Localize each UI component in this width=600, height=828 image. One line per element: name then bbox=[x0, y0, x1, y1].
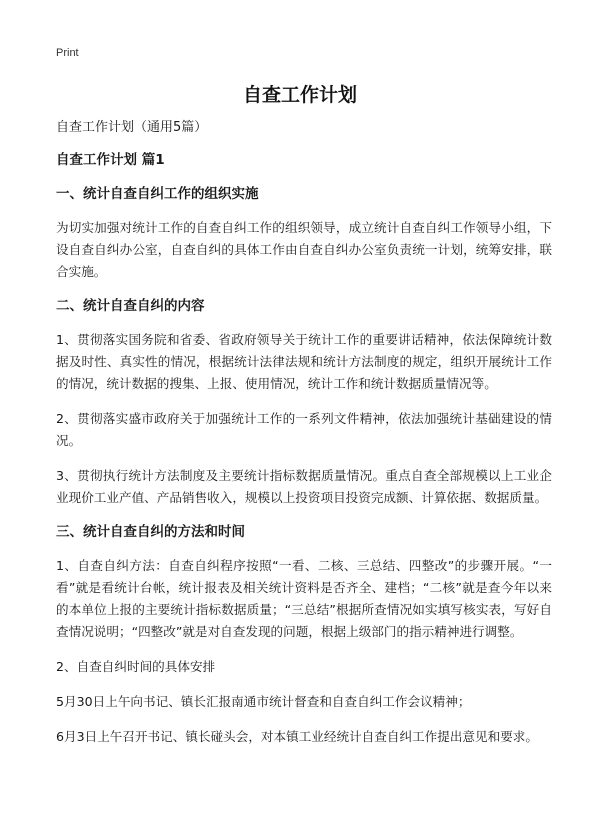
section-organization bbox=[56, 184, 552, 283]
document-body bbox=[56, 118, 552, 761]
paragraph: 5月30日上午向书记、镇长汇报南通市统计督查和自查自纠工作会议精神； bbox=[56, 694, 471, 709]
print-link[interactable]: Print bbox=[56, 47, 79, 59]
section-heading: 二、统计自查自纠的内容 bbox=[56, 298, 205, 314]
paragraph: 3、贯彻执行统计方法制度及主要统计指标数据质量情况。重点自查全部规模以上工业企业现价工业产值、产品销售收入，规模以上投资项目投资完成额、计算依据、数据质量。 bbox=[56, 468, 552, 505]
section-method-time bbox=[56, 522, 552, 748]
section-heading: 一、统计自查自纠工作的组织实施 bbox=[56, 186, 259, 202]
document-subtitle: 自查工作计划（通用5篇） bbox=[56, 120, 208, 135]
paragraph: 1、贯彻落实国务院和省委、省政府领导关于统计工作的重要讲话精神，依法保障统计数据及时性、真实性的情况，根据统计法律法规和统计方法制度的规定，组织开展统计工作的情况，统计数据的搜集、上报、使用情况，统计工作和统计数据质量情况等。 bbox=[56, 332, 552, 391]
paragraph: 6月3日上午召开书记、镇长碰头会，对本镇工业经统计自查自纠工作提出意见和要求。 bbox=[56, 729, 538, 744]
section-content bbox=[56, 296, 552, 509]
paragraph: 2、自查自纠时间的具体安排 bbox=[56, 659, 216, 674]
article-title: 自查工作计划 篇1 bbox=[56, 152, 165, 168]
paragraph: 为切实加强对统计工作的自查自纠工作的组织领导，成立统计自查自纠工作领导小组，下设自查自纠办公室，自查自纠的具体工作由自查自纠办公室负责统一计划，统筹安排，联合实施。 bbox=[56, 220, 552, 279]
paragraph: 2、贯彻落实盛市政府关于加强统计工作的一系列文件精神，依法加强统计基础建设的情况。 bbox=[56, 411, 552, 448]
paragraph: 1、自查自纠方法：自查自纠程序按照“一看、二核、三总结、四整改”的步骤开展。“一看”就是看统计台帐，统计报表及相关统计资料是否齐全、建档；“二核”就是查今年以来的本单位上报的主要统计指标数据质量；“三总结”根据所查情况如实填写核实表，写好自查情况说明；“四整改”就是对自查发现的问题，根据上级部门的指示精神进行调整。 bbox=[56, 558, 552, 639]
section-heading: 三、统计自查自纠的方法和时间 bbox=[56, 524, 245, 540]
document-title: 自查工作计划 bbox=[242, 84, 357, 106]
